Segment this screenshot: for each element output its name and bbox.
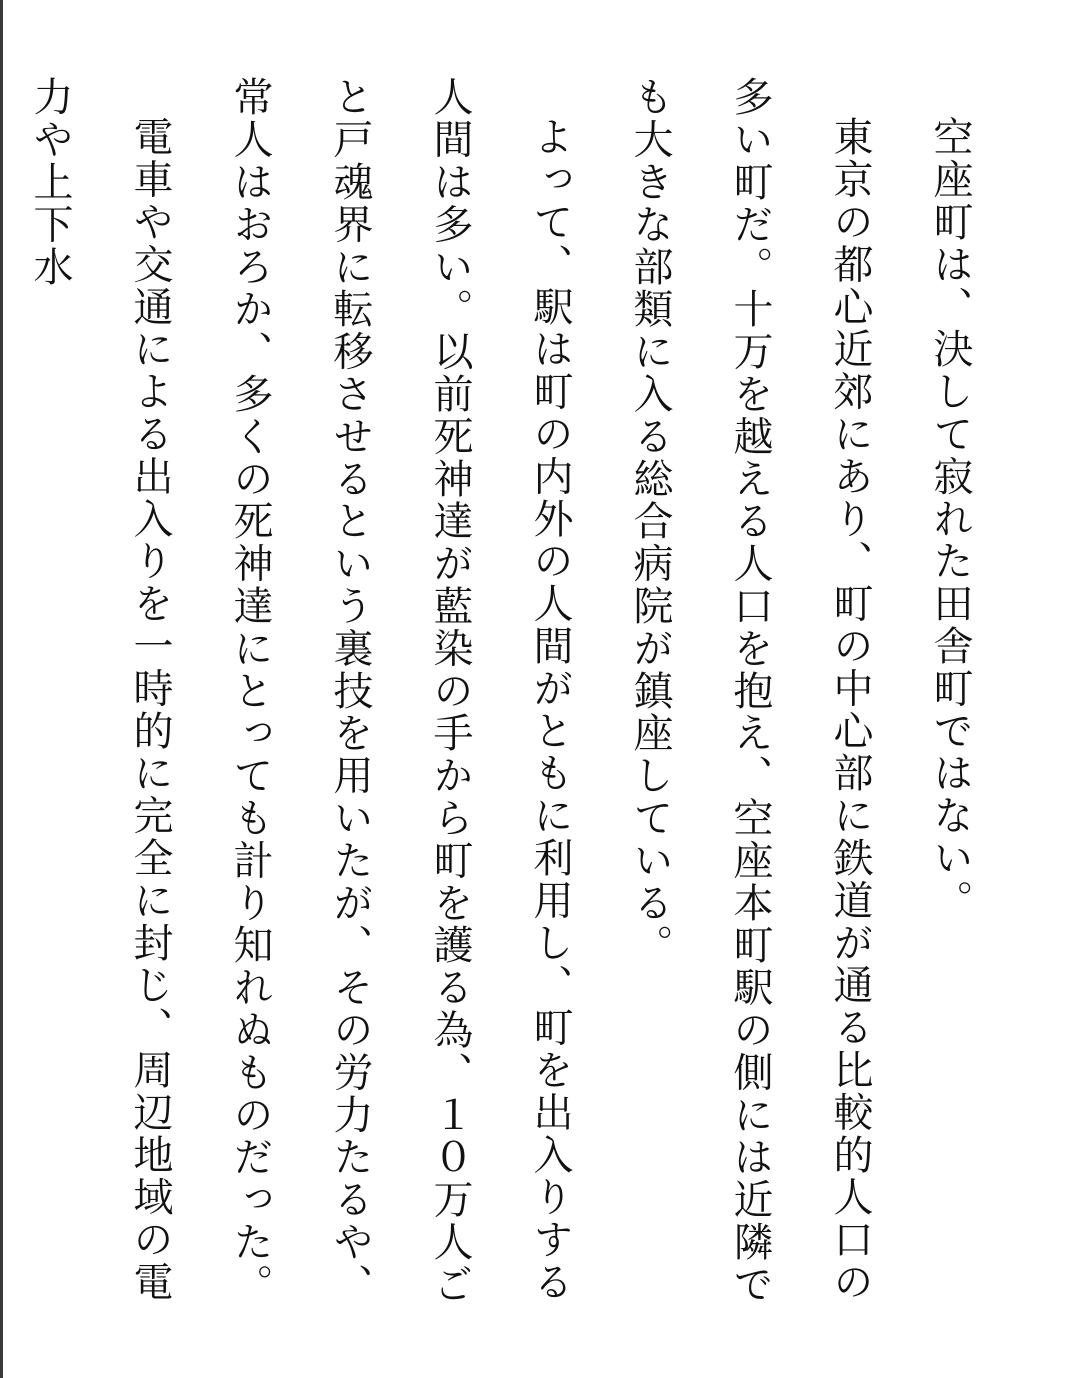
paragraph-1: 空座町は、決して寂れた田舎町ではない。: [927, 116, 973, 922]
paragraph-4: 電車や交通による出入りを一時的に完全に封じ、周辺地域の電力や上下水: [27, 76, 173, 1304]
paragraph-3: よって、駅は町の内外の人間がともに利用し、町を出入りする人間は多い。以前死神達が藍染の手から町を護る為、１０万人ごと戸魂界に転移させるという裏技を用いたが、その労力たるや、常人はおろか、多くの死神達にとっても計り知れぬものだった。: [227, 76, 573, 1306]
paragraph-2: 東京の都心近郊にあり、町の中心部に鉄道が通る比較的人口の多い町だ。十万を越える人口を抱え、空座本町駅の側には近隣でも大きな部類に入る総合病院が鎮座している。: [627, 76, 873, 1306]
reader-page: [27, 40, 1000, 1360]
vertical-text-body: [27, 40, 1000, 1330]
